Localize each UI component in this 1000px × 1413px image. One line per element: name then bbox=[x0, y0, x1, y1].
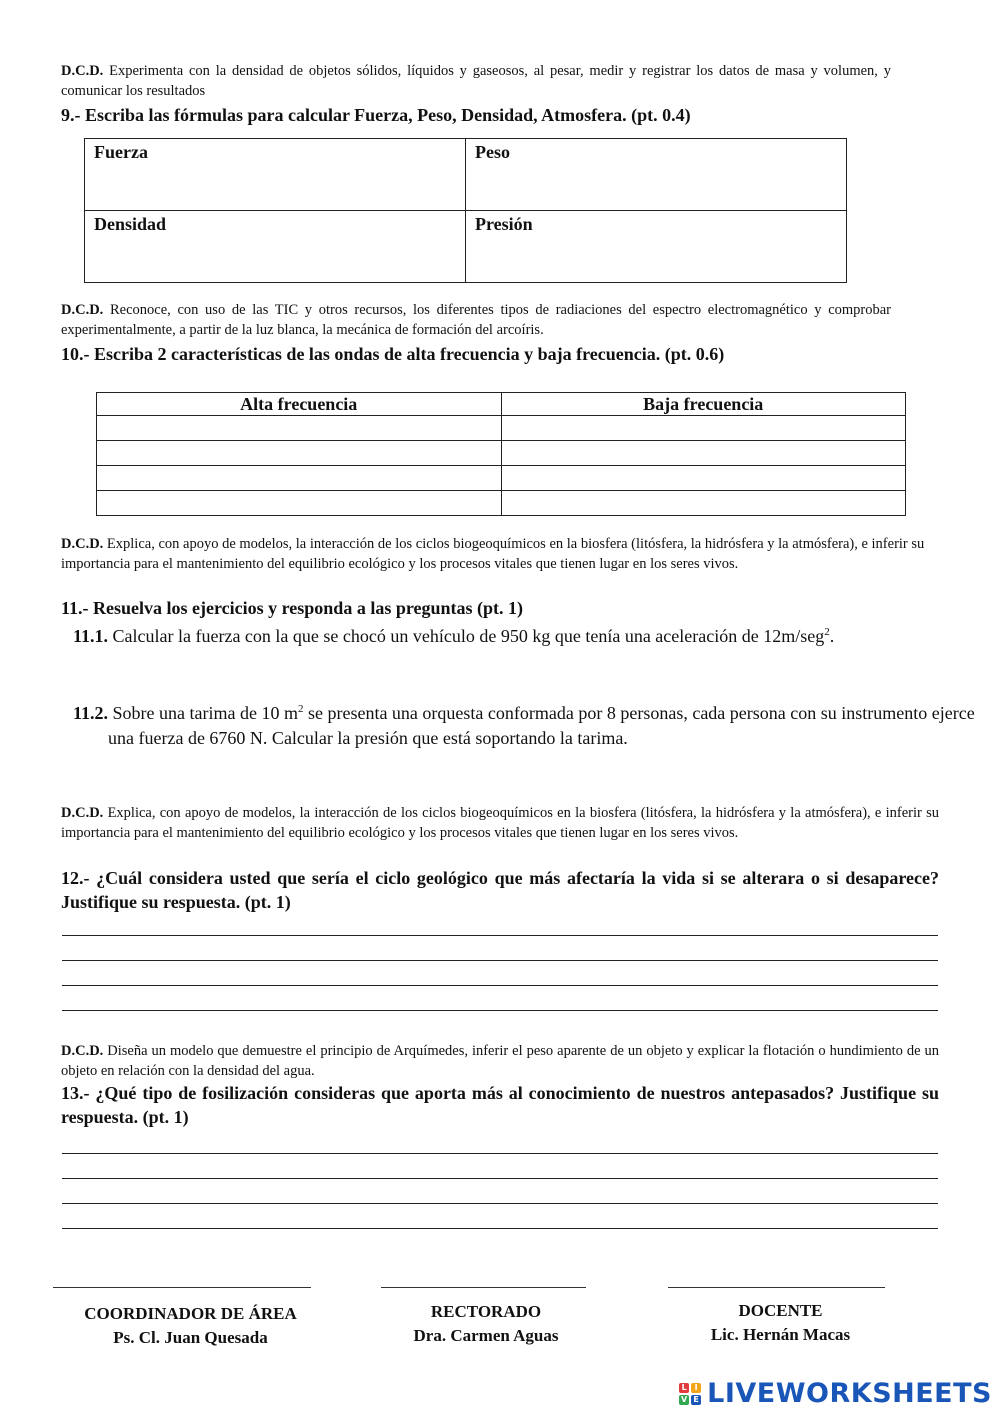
answer-line[interactable] bbox=[62, 1203, 938, 1204]
exercise-11-1: 11.1. Calcular la fuerza con la que se chocó un vehículo de 950 kg que tenía una aceleración de 12m/seg$^2$. bbox=[73, 626, 835, 646]
cell-fuerza[interactable]: Fuerza bbox=[85, 139, 466, 211]
dcd-note-1: D.C.D. Experimenta con la densidad de objetos sólidos, líquidos y gaseosos, al pesar, medir y registrar los datos de masa y volumen, y comunicar los resultados bbox=[61, 63, 891, 99]
answer-line[interactable] bbox=[62, 1153, 938, 1154]
answer-line[interactable] bbox=[62, 960, 938, 961]
signature-coordinador: COORDINADOR DE ÁREA Ps. Cl. Juan Quesada bbox=[84, 1304, 297, 1347]
cell-peso[interactable]: Peso bbox=[466, 139, 847, 211]
header-alta-frecuencia: Alta frecuencia bbox=[97, 393, 502, 416]
cell-densidad[interactable]: Densidad bbox=[85, 211, 466, 283]
signature-line-rectorado bbox=[381, 1287, 586, 1288]
signature-line-docente bbox=[668, 1287, 885, 1288]
formula-table bbox=[84, 138, 847, 283]
signature-rectorado: RECTORADO Dra. Carmen Aguas bbox=[413, 1302, 559, 1345]
answer-cell[interactable] bbox=[97, 491, 502, 516]
exercise-11-2: 11.2. Sobre una tarima de 10 $m^2$ se presenta una orquesta conformada por 8 personas, cada persona con su instrumento ejerce una fuerza de 6760 N. Calcular la presión que está soportando la tarima. bbox=[73, 703, 975, 748]
answer-line[interactable] bbox=[62, 1178, 938, 1179]
liveworksheets-logo bbox=[679, 1378, 992, 1409]
question-13: 13.- ¿Qué tipo de fosilización consideras que aporta más al conocimiento de nuestros antepasados? Justifique su respuesta. (pt. 1) bbox=[61, 1083, 939, 1127]
dcd-note-2: D.C.D. Reconoce, con uso de las TIC y otros recursos, los diferentes tipos de radiaciones del espectro electromagnético y comprobar experimentalmente, a partir de la luz blanca, la mecánica de formación del arcoíris. bbox=[61, 302, 892, 338]
answer-line[interactable] bbox=[62, 1010, 938, 1011]
answer-line[interactable] bbox=[62, 935, 938, 936]
dcd-note-3: D.C.D. Explica, con apoyo de modelos, la interacción de los ciclos biogeoquímicos en la biosfera (litósfera, la hidrósfera y la atmósfera), e inferir su importancia para el mantenimiento del equilibrio ecológico y los procesos vitales que tienen lugar en los seres vivos. bbox=[61, 536, 925, 572]
signature-line-coordinador bbox=[53, 1287, 311, 1288]
cell-presion[interactable]: Presión bbox=[466, 211, 847, 283]
question-12: 12.- ¿Cuál considera usted que sería el ciclo geológico que más afectaría la vida si se alterara o si desaparece? Justifique su respuesta. (pt. 1) bbox=[61, 868, 939, 912]
logo-text: LIVEWORKSHEETS bbox=[707, 1378, 992, 1409]
logo-mark-icon: L I V E bbox=[679, 1383, 701, 1405]
frequency-table bbox=[96, 392, 906, 516]
question-10: 10.- Escriba 2 características de las ondas de alta frecuencia y baja frecuencia. (pt. 0.6) bbox=[61, 344, 725, 364]
answer-cell[interactable] bbox=[97, 416, 502, 441]
dcd-note-5: D.C.D. Diseña un modelo que demuestre el principio de Arquímedes, inferir el peso aparente de un objeto y explicar la flotación o hundimiento de un objeto en relación con la densidad del agua. bbox=[61, 1043, 939, 1079]
header-baja-frecuencia: Baja frecuencia bbox=[501, 393, 906, 416]
answer-cell[interactable] bbox=[501, 466, 906, 491]
question-9: 9.- Escriba las fórmulas para calcular Fuerza, Peso, Densidad, Atmosfera. (pt. 0.4) bbox=[61, 105, 691, 125]
answer-line[interactable] bbox=[62, 1228, 938, 1229]
answer-cell[interactable] bbox=[97, 466, 502, 491]
signature-docente: DOCENTE Lic. Hernán Macas bbox=[710, 1301, 851, 1344]
dcd-note-4: D.C.D. Explica, con apoyo de modelos, la interacción de los ciclos biogeoquímicos en la biosfera (litósfera, la hidrósfera y la atmósfera), e inferir su importancia para el mantenimiento del equilibrio ecológico y los procesos vitales que tienen lugar en los seres vivos. bbox=[61, 805, 939, 841]
answer-line[interactable] bbox=[62, 985, 938, 986]
answer-cell[interactable] bbox=[97, 441, 502, 466]
answer-cell[interactable] bbox=[501, 416, 906, 441]
question-11: 11.- Resuelva los ejercicios y responda a las preguntas (pt. 1) bbox=[61, 598, 523, 618]
answer-cell[interactable] bbox=[501, 441, 906, 466]
answer-cell[interactable] bbox=[501, 491, 906, 516]
